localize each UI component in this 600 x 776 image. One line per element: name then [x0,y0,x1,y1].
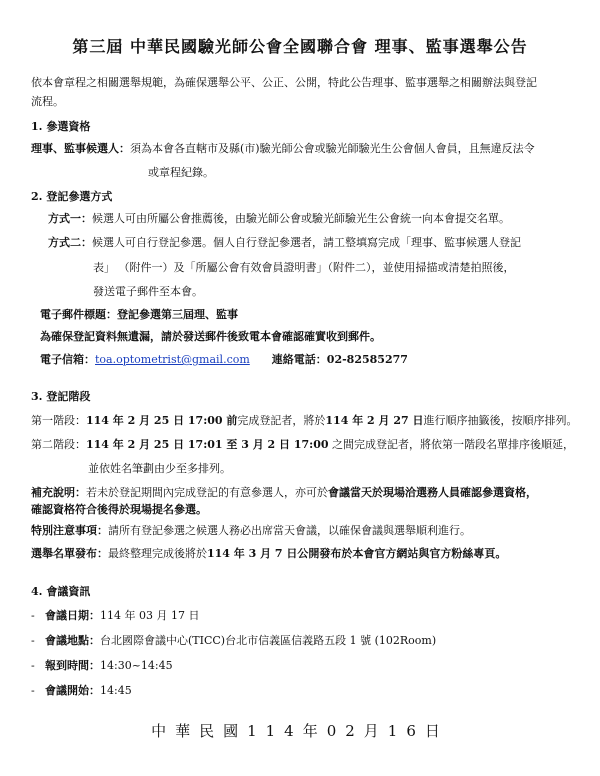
phase-1 [31,414,577,428]
section-4-heading: 4. 會議資訊 [31,585,91,598]
eligibility-line-1 [31,142,535,156]
method-2-label: 方式二： [48,236,92,249]
phone-text: 連絡電話：02-82585277 [271,353,408,366]
method-1-text: 候選人可由所屬公會推薦後，由驗光師公會或驗光師驗光生公會統一向本會提交名單。 [92,212,510,225]
phase-2-label: 第二階段： [31,438,86,451]
phase-2-period: 114 年 2 月 25 日 17:01 至 3 月 2 日 17:00 [86,438,329,451]
phase-1-draw-date: 114 年 2 月 27 日 [325,414,424,427]
supplement-text: 若未於登記期間內完成登記的有意參選人，亦可於 [86,486,328,499]
email-label: 電子信箱： [40,353,95,366]
section-1-heading: 1. 參選資格 [31,120,91,133]
supplement-bold: 會議當天於現場洽選務人員確認參選資格， [328,486,537,499]
eligibility-label: 理事、監事候選人： [31,142,130,155]
eligibility-text: 須為本會各直轄市及縣(市)驗光師公會或驗光師驗光生公會個人會員，且無違反法令 [130,142,535,155]
confirm-notice: 為確保登記資料無遺漏，請於發送郵件後致電本會確認確實收到郵件。 [40,330,381,343]
phase-1-deadline: 114 年 2 月 25 日 17:00 前 [86,414,238,427]
list-release-label: 選舉名單發布： [31,547,108,560]
meeting-date-value: 114 年 03 月 17 日 [100,609,200,622]
candidate-list-release [31,547,506,561]
meeting-venue-value: 台北國際會議中心(TICC)台北市信義區信義路五段 1 號 (102Room) [100,634,437,647]
meeting-date-label: 會議日期： [45,609,100,622]
meeting-venue-label: 會議地點： [45,634,100,647]
announcement-date: 中華民國114年02月16日 [151,722,449,740]
email-subject: 電子郵件標題：登記參選第三屆理、監事 [40,308,238,321]
special-notice-text: 請所有登記參選之候選人務必出席當天會議，以確保會議與選舉順利進行。 [108,524,471,537]
meeting-item-date: - 會議日期：114 年 03 月 17 日 [31,609,200,622]
method-2-line-1 [48,236,521,250]
phase-2-rest: 之間完成登記者，將依第一階段名單排序後順延， [328,438,575,451]
list-release-date: 114 年 3 月 7 日公開發布於本會官方網站與官方粉絲專頁。 [207,547,507,560]
start-value: 14:45 [100,684,132,697]
meeting-item-checkin: - 報到時間：14:30~14:45 [31,659,173,672]
phase-1-label: 第一階段： [31,414,86,427]
checkin-value: 14:30~14:45 [100,659,173,672]
method-1 [48,212,510,226]
email-link[interactable]: toa.optometrist@gmail.com [95,353,250,366]
special-notice-label: 特別注意事項： [31,524,108,537]
intro-line-2: 流程。 [31,95,64,108]
method-2-line-3: 發送電子郵件至本會。 [93,285,203,298]
supplement-line-2: 確認資格符合後得於現場提名參選。 [31,503,207,516]
start-label: 會議開始： [45,684,100,697]
method-1-label: 方式一： [48,212,92,225]
eligibility-line-2: 或章程紀錄。 [148,166,214,179]
method-2-text: 候選人可自行登記參選。個人自行登記參選者，請工整填寫完成「理事、監事候選人登記 [92,236,521,249]
section-3-heading: 3. 登記階段 [31,390,91,403]
section-2-heading: 2. 登記參選方式 [31,190,113,203]
phase-1-rest: 進行順序抽籤後，按順序排列。 [423,414,578,427]
supplement-label: 補充說明： [31,486,86,499]
meeting-item-venue: - 會議地點：台北國際會議中心(TICC)台北市信義區信義路五段 1 號 (102Room) [31,634,437,647]
announcement-title: 第三屆 中華民國驗光師公會全國聯合會 理事、監事選舉公告 [72,37,528,56]
contact-line [40,353,408,367]
list-release-text: 最終整理完成後將於 [108,547,207,560]
meeting-item-start: - 會議開始：14:45 [31,684,132,697]
intro-line-1: 依本會章程之相關選舉規範，為確保選舉公平、公正、公開，特此公告理事、監事選舉之相關辦法與登記 [31,76,537,89]
supplement-line-1 [31,486,537,500]
special-notice [31,524,471,538]
checkin-label: 報到時間： [45,659,100,672]
phase-2-line-2: 並依姓名筆劃由少至多排列。 [88,462,231,475]
phase-2 [31,438,574,452]
phase-1-mid: 完成登記者，將於 [237,414,326,427]
method-2-line-2: 表」 （附件一）及「所屬公會有效會員證明書」（附件二），並使用掃描或清楚拍照後， [93,261,515,274]
